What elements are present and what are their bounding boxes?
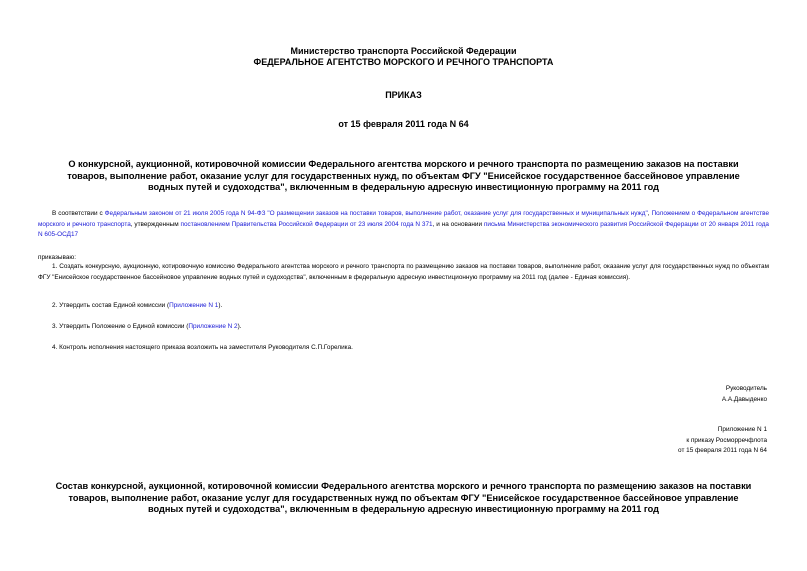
signature-block (722, 384, 767, 405)
order-item-4: 4. Контроль исполнения настоящего приказа возложить на заместителя Руководителя С.П.Горелика. (52, 344, 353, 351)
agency-name: ФЕДЕРАЛЬНОЕ АГЕНТСТВО МОРСКОГО И РЕЧНОГО ТРАНСПОРТА (253, 57, 554, 67)
signature-name: А.А.Давыденко (721, 395, 767, 403)
order-item-3 (52, 323, 242, 330)
preamble-paragraph (38, 209, 769, 241)
appendix-reference (678, 425, 767, 457)
appendix-ref-line-1: Приложение N 1 (717, 426, 767, 433)
appendix-ref-line-3: от 15 февраля 2011 года N 64 (678, 447, 767, 454)
item-2-text-b: ). (218, 302, 223, 309)
document-header (0, 46, 807, 68)
federal-law-link[interactable]: Федеральным законом от 21 июля 2005 года N 94-ФЗ "О размещении заказов на поставки товаров, выполнение работ, оказание услуг для государственных и муниципальных нужд" (104, 210, 648, 217)
prikazyvayu-label: приказываю: (38, 254, 76, 261)
appendix-title: Состав конкурсной, аукционной, котировочной комиссии Федерального агентства морского и речного транспорта по размещению заказов на поставки товаров, выполнение работ, оказание услуг для государственных нужд по объектам ФГУ "Енисейское государственное бассейновое управление водных путей и судоходства", включенным в федеральную адресную инвестиционную программу на 2011 год (55, 481, 752, 514)
preamble-text-1: В соответствии с (52, 210, 105, 217)
preamble-text-3: , утвержденным (130, 220, 181, 228)
item-3-text-a: 3. Утвердить Положение о Единой комиссии ( (52, 323, 189, 330)
preamble-text-4: , и на основании (432, 220, 484, 228)
government-decree-link[interactable]: постановлением Правительства Российской Федерации от 23 июля 2004 года N 371 (180, 220, 433, 228)
agency-regulation-link[interactable]: Положением о Федеральном агентстве морского и речного транспорта (38, 210, 769, 228)
ministry-name: Министерство транспорта Российской Федерации (290, 46, 517, 56)
signature-position: Руководитель (725, 385, 767, 392)
doc-type: ПРИКАЗ (385, 90, 422, 100)
order-item-1: 1. Создать конкурсную, аукционную, котировочную комиссию Федерального агентства морского и речного транспорта по размещению заказов на поставки товаров, выполнение работ, оказание услуг для государственных нужд по объектам ФГУ "Енисейское государственное бассейновое управление водных путей и судоходства", включенным в федеральную адресную инвестиционную программу на 2011 год (далее - Единая комиссия). (38, 263, 769, 281)
item-2-text-a: 2. Утвердить состав Единой комиссии ( (52, 302, 170, 309)
order-date-number: от 15 февраля 2011 года N 64 (338, 119, 469, 129)
appendix-ref-line-2: к приказу Росморречфлота (686, 436, 767, 444)
ministry-letter-link[interactable]: письма Министерства экономического развития Российской Федерации от 20 января 2011 года N 605-ОСД17 (38, 220, 769, 238)
item-3-text-b: ). (237, 323, 242, 330)
order-item-2 (52, 302, 222, 309)
preamble-text-2: , (647, 210, 652, 217)
appendix-2-link[interactable]: Приложение N 2 (188, 323, 238, 330)
order-title: О конкурсной, аукционной, котировочной комиссии Федерального агентства морского и речного транспорта по размещению заказов на поставки товаров, выполнение работ, оказание услуг для государственных нужд, по объектам ФГУ "Енисейское государственное бассейновое управление водных путей и судоходства", включенным в федеральную адресную инвестиционную программу на 2011 год (67, 159, 740, 192)
appendix-1-link[interactable]: Приложение N 1 (169, 302, 219, 309)
